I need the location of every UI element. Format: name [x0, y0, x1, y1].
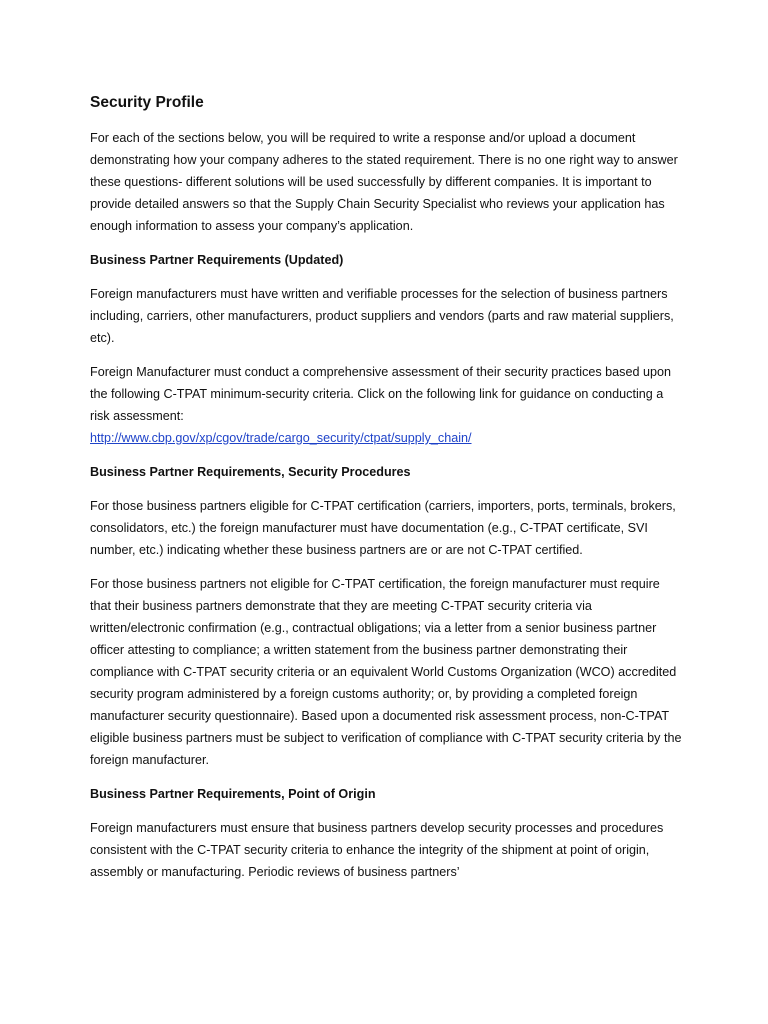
section-heading-point-of-origin: Business Partner Requirements, Point of Origin	[90, 787, 376, 801]
section-paragraph: For those business partners eligible for C-TPAT certification (carriers, importers, ports, terminals, brokers, consolidators, etc.) the foreign manufacturer must have documentation (e.g., C-TPAT certificate, SVI number, etc.) indicating whether these business partners are or are not C-TPAT certified.	[90, 499, 676, 557]
section-heading-security-procedures: Business Partner Requirements, Security Procedures	[90, 465, 411, 479]
section-paragraph-with-link	[90, 361, 682, 449]
section-paragraph: Foreign manufacturers must have written and verifiable processes for the selection of business partners including, carriers, other manufacturers, product suppliers and vendors (parts and raw material suppliers, etc).	[90, 287, 674, 345]
section-paragraph: Foreign manufacturers must ensure that business partners develop security processes and procedures consistent with the C-TPAT security criteria to enhance the integrity of the shipment at point of origin, assembly or manufacturing. Periodic reviews of business partners’	[90, 821, 664, 879]
section-paragraph: For those business partners not eligible for C-TPAT certification, the foreign manufacturer must require that their business partners demonstrate that they are meeting C-TPAT security criteria via written/electronic confirmation (e.g., contractual obligations; via a letter from a senior business partner officer attesting to compliance; a written statement from the business partner demonstrating their compliance with C-TPAT security criteria or an equivalent World Customs Organization (WCO) accredited security program administered by a foreign customs authority; or, by providing a completed foreign manufacturer security questionnaire). Based upon a documented risk assessment process, non-C-TPAT eligible business partners must be subject to verification of compliance with C-TPAT security criteria by the foreign manufacturer.	[90, 577, 682, 767]
intro-paragraph: For each of the sections below, you will be required to write a response and/or upload a document demonstrating how your company adheres to the stated requirement. There is no one right way to answer these questions- different solutions will be used successfully by different companies. It is important to provide detailed answers so that the Supply Chain Security Specialist who reviews your application has enough information to assess your company’s application.	[90, 131, 678, 233]
guidance-link[interactable]: http://www.cbp.gov/xp/cgov/trade/cargo_security/ctpat/supply_chain/	[90, 431, 472, 445]
document-page	[90, 93, 682, 895]
page-title: Security Profile	[90, 94, 204, 111]
section-paragraph-text: Foreign Manufacturer must conduct a comprehensive assessment of their security practices based upon the following C-TPAT minimum-security criteria. Click on the following link for guidance on conducting a risk assessment:	[90, 365, 671, 423]
section-heading-business-partner-requirements: Business Partner Requirements (Updated)	[90, 253, 344, 267]
